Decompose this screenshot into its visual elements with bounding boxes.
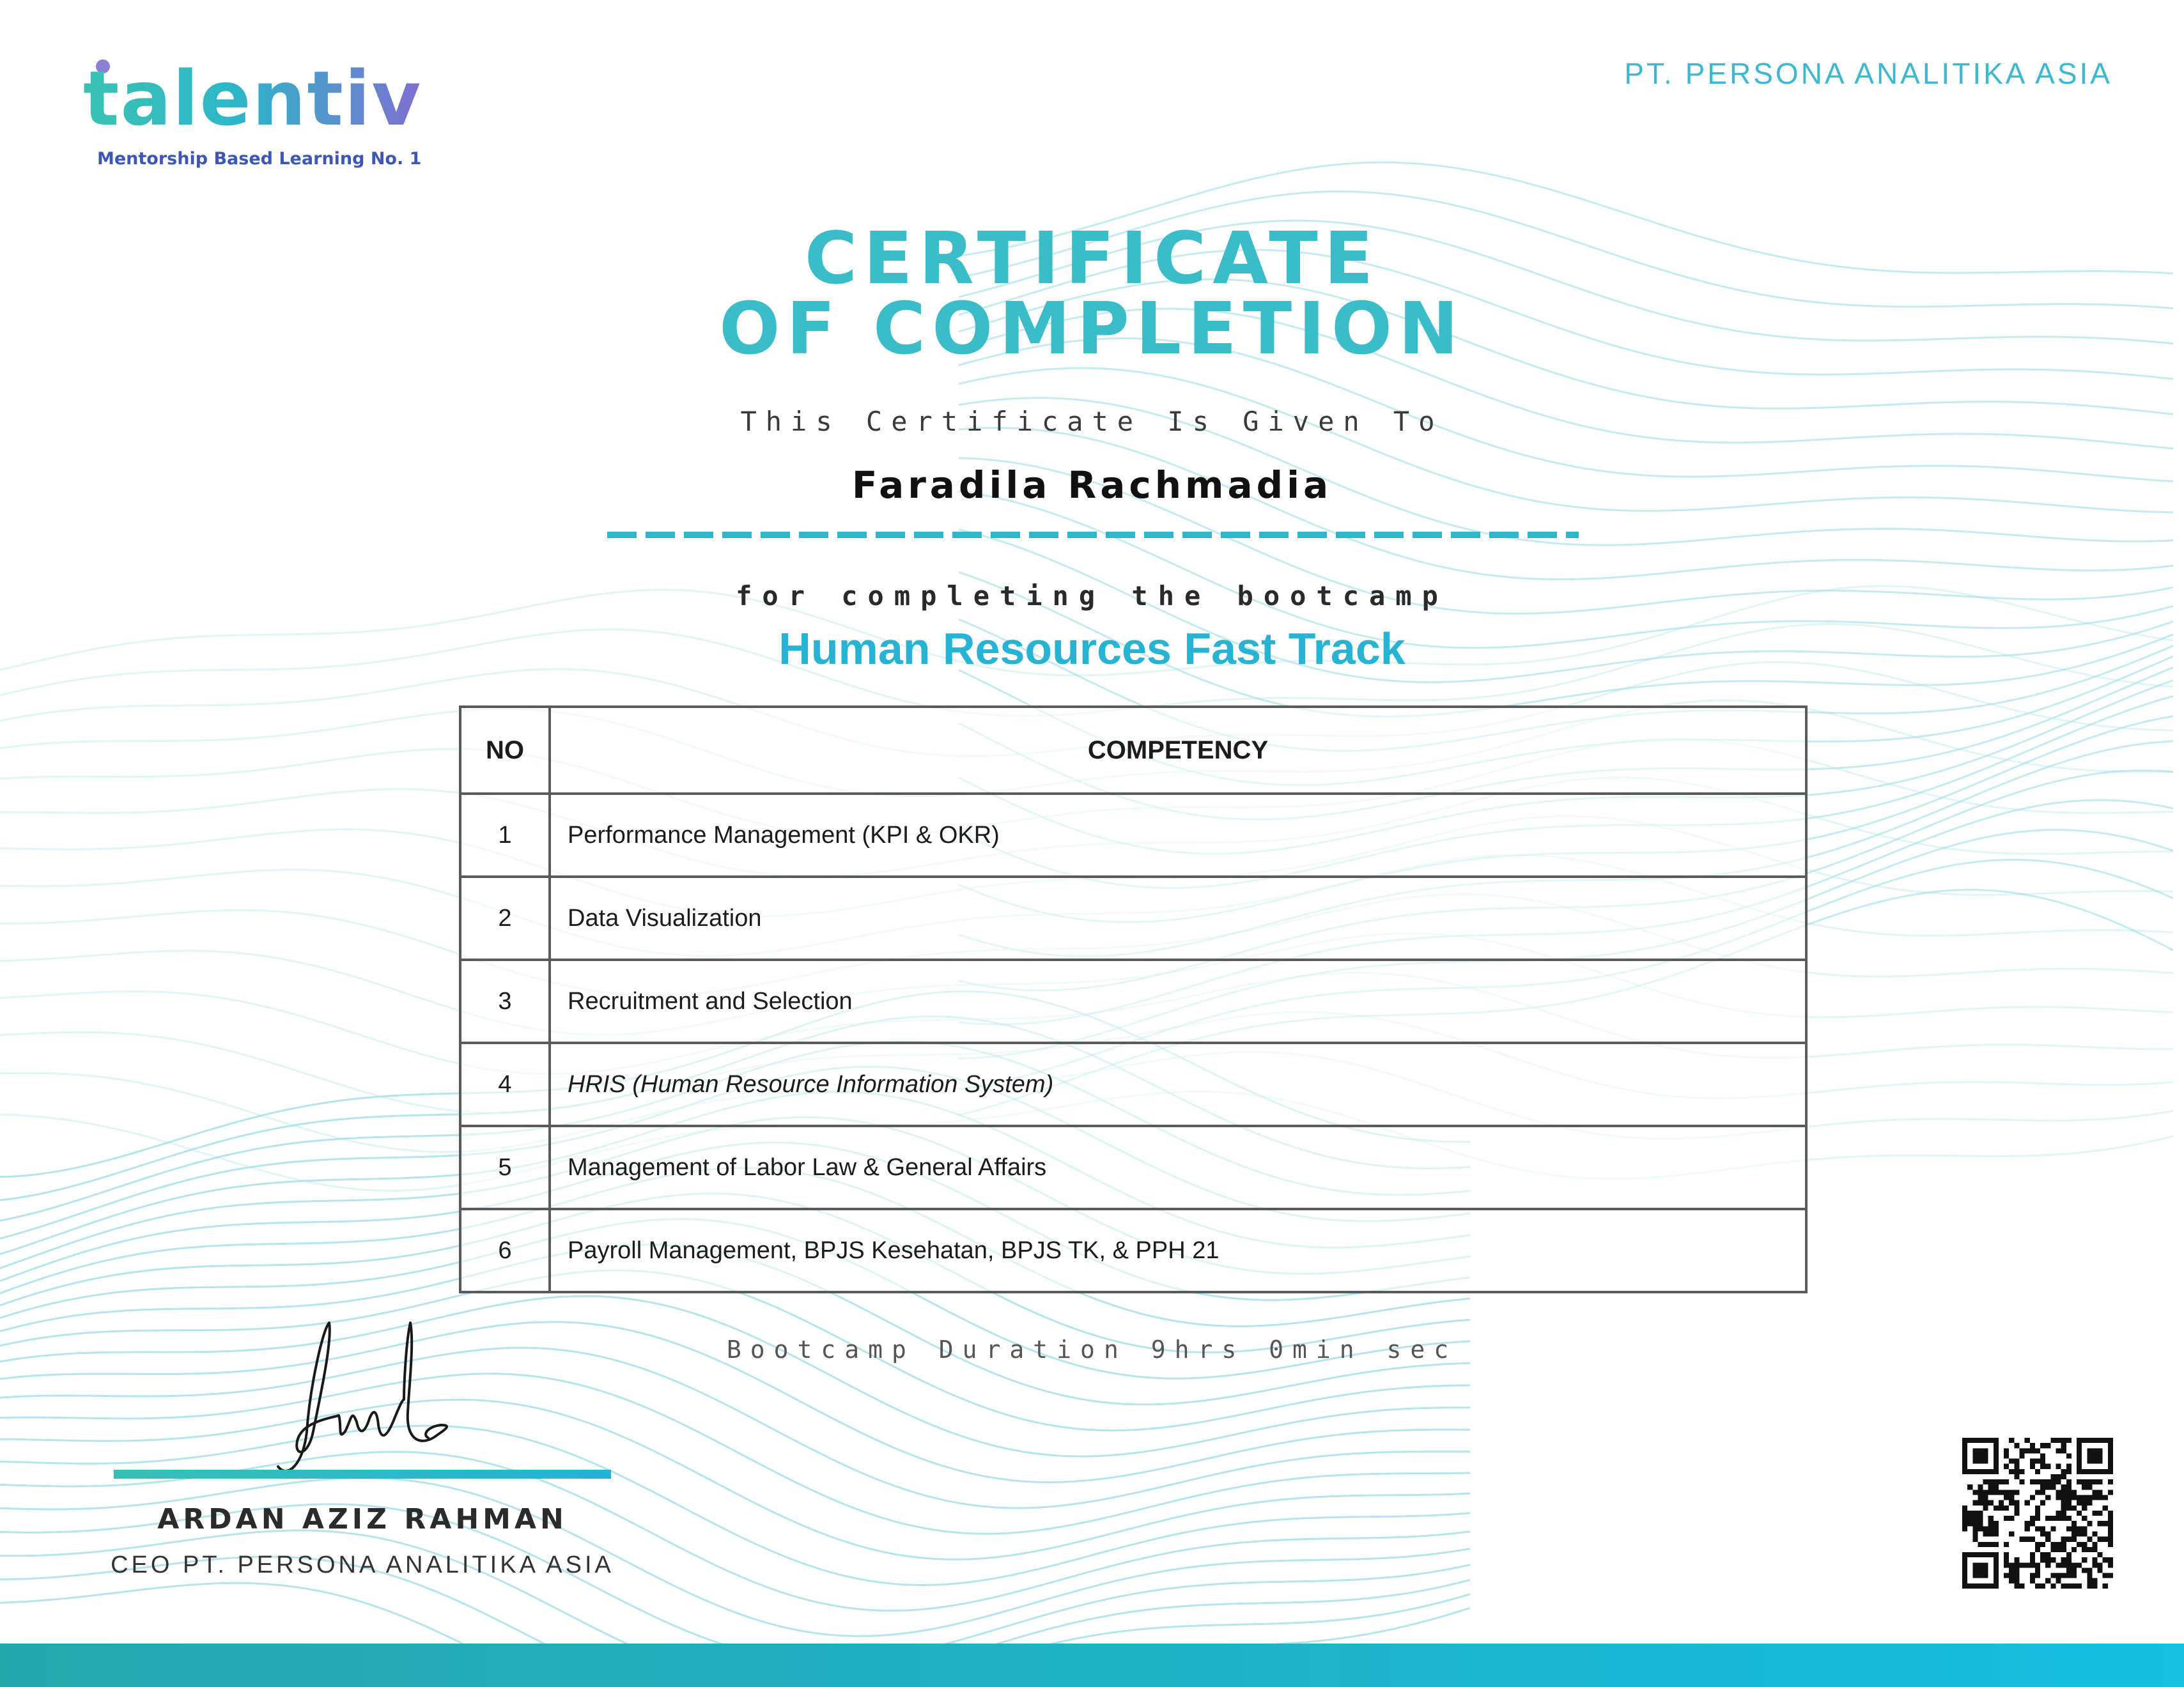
row-competency: Performance Management (KPI & OKR) xyxy=(550,794,1806,877)
logo-tagline: Mentorship Based Learning No. 1 xyxy=(97,149,422,169)
table-row xyxy=(460,794,1806,877)
row-competency: HRIS (Human Resource Information System) xyxy=(550,1043,1806,1126)
competency-table xyxy=(459,705,1808,1293)
issuer-company: PT. PERSONA ANALITIKA ASIA xyxy=(1624,57,2112,90)
signature-mark xyxy=(268,1304,479,1483)
row-competency: Data Visualization xyxy=(550,877,1806,960)
title-line-2: OF COMPLETION xyxy=(719,288,1465,371)
talentiv-logo xyxy=(83,54,422,176)
row-number: 1 xyxy=(460,794,550,877)
title-line-1: CERTIFICATE xyxy=(804,217,1380,300)
signature-line xyxy=(114,1470,611,1479)
bottom-accent-bar xyxy=(0,1644,2184,1687)
logo-wordmark: talentiv xyxy=(83,54,422,143)
row-competency: Management of Labor Law & General Affairs xyxy=(550,1126,1806,1209)
row-competency: Payroll Management, BPJS Kesehatan, BPJS TK, & PPH 21 xyxy=(550,1209,1806,1292)
program-name: Human Resources Fast Track xyxy=(778,624,1406,674)
row-number: 4 xyxy=(460,1043,550,1126)
row-number: 6 xyxy=(460,1209,550,1292)
table-row xyxy=(460,1209,1806,1292)
signatory-name: ARDAN AZIZ RAHMAN xyxy=(157,1503,568,1536)
row-number: 2 xyxy=(460,877,550,960)
completing-text: for completing the bootcamp xyxy=(736,580,1448,612)
row-number: 3 xyxy=(460,960,550,1043)
given-to-text: This Certificate Is Given To xyxy=(740,406,1444,437)
certificate-title xyxy=(0,217,2184,371)
name-underline-dashes xyxy=(607,532,1579,538)
table-header-row xyxy=(460,707,1806,794)
bootcamp-duration: Bootcamp Duration 9hrs 0min sec xyxy=(726,1336,1458,1364)
header-competency: COMPETENCY xyxy=(550,707,1806,794)
recipient-name: Faradila Rachmadia xyxy=(851,463,1333,507)
table-row xyxy=(460,1126,1806,1209)
header-no: NO xyxy=(460,707,550,794)
row-number: 5 xyxy=(460,1126,550,1209)
table-row xyxy=(460,1043,1806,1126)
row-competency: Recruitment and Selection xyxy=(550,960,1806,1043)
signatory-title: CEO PT. PERSONA ANALITIKA ASIA xyxy=(111,1552,614,1578)
table-row xyxy=(460,877,1806,960)
table-row xyxy=(460,960,1806,1043)
qr-code-icon xyxy=(1962,1438,2113,1589)
